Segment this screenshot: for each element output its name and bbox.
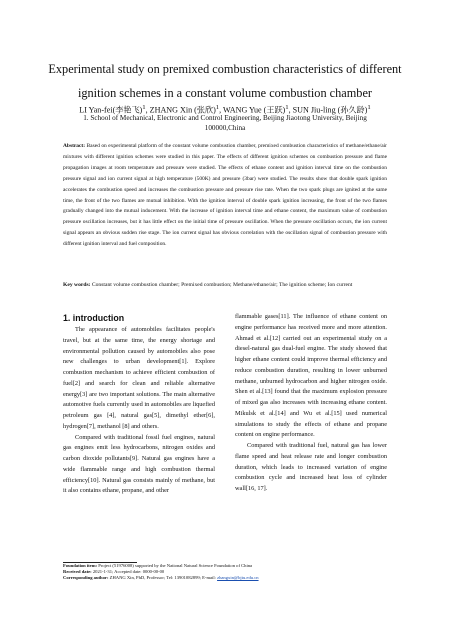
footnote-dates-label: Received date: [63, 569, 92, 574]
footnote-dates-text: 2021-1-31; Accepted date: 0000-00-00 [92, 569, 165, 574]
intro-paragraph-3: Compared with traditional fuel, natural gas has lower flame speed and heat release rate and longer combustion duration, which leads to increased variation of engine combustion cycle and increased heat loss of cylinder wall[16, 17]. [235, 442, 387, 492]
author-2: ZHANG Xin (张欣) [149, 105, 216, 115]
author-1-affil: 1 [142, 104, 146, 111]
intro-paragraph-2-continued: flammable gases[11]. The influence of ethane content on engine performance has received more and more attention. Ahmad et al.[12] carried out an experimental study on a diesel-natural gas dual-fuel engine. The study showed that higher ethane content could improve thermal efficiency and reduce combustion duration, resulting in lower unburned methane, unburned hydrocarbon and higher nitrogen oxide. Shen et al.[13] found that the maximum explosion pressure of mixed gas also increases with increasing ethane content. Mikulsk et al.[14] and Wu et al.[15] used numerical simulations to study the effects of ethane and propane content on engine performance. [235, 313, 387, 439]
keywords-text: Constant volume combustion chamber; Premixed combustion; Methane/ethane/air; The ignition scheme; Ion current [91, 282, 353, 288]
affiliation-line-1: 1. School of Mechanical, Electronic and Control Engineering, Beijing Jiaotong University, Beijing [83, 114, 367, 122]
author-3-affil: 1 [285, 104, 289, 111]
author-list: LI Yan-fei(李艳飞)$^1$, ZHANG Xin (张欣)$^1$, WANG Yue (王跃)$^1$, SUN Jiu-ling (孙久龄)$^1$ [79, 104, 371, 115]
body-column-left [63, 312, 215, 497]
intro-paragraph-1: The appearance of automobiles facilitates people's travel, but at the same time, the energy shortage and environmental pollution caused by automobiles also pose new challenges to urban development[1]. Explore combustion mechanism to achieve efficient combustion of fuel[2] and search for clean and reliable alternative energy[3] are two important solutions. The main alternative automotive fuels currently used in automobiles are liquefied petroleum gas [4], natural gas[5], dimethyl ether[6], hydrogen[7], methanol [8] and others. [63, 326, 215, 430]
author-1: LI Yan-fei(李艳飞) [79, 105, 143, 115]
abstract-text: Based on experimental platform of the constant volume combustion chamber, premixed combustion characteristics of methane/ethane/air mixtures with different ignition schemes were studied in this paper. The effects of different ignition schemes on combustion pressure and flame propagation images at room temperature and pressure were studied. The effects of ethane content and ignition interval time on the combustion pressure signal and ion current signal at high temperature (500K) and pressure (3bar) were studied. The results show that double spark ignition accelerates the combustion speed and increases the combustion pressure and pressure rise rate. When the two spark plugs are ignited at the same time, the front of the two flames are mutual inhibition. With the ignition interval of double spark ignition increasing, the front of the two flames gradually changed into the mutual inducement. With the increase of ignition interval time and ethane content, the maximum value of combustion pressure oscillation increases, but it has little effect on the initial time of pressure oscillation. When the pressure oscillation occurs, the ion current signal appears an obvious sudden rise stage. The ion current signal has obvious correlation with the oscillation signal of combustion pressure with different ignition interval and fuel composition. [63, 143, 387, 248]
keywords-label: Key words: [63, 282, 91, 288]
footnote-corresponding-label: Corresponding author: [63, 575, 109, 580]
author-email-link[interactable]: zhangxin@bjtu.edu.cn [217, 575, 259, 580]
author-4-affil: 1 [367, 104, 371, 111]
affiliation-line-2: 100000,China [204, 123, 246, 132]
paper-title-line-1: Experimental study on premixed combustion characteristics of different [48, 62, 402, 76]
footnote-corresponding-text: ZHANG Xin, PhD, Professor; Tel: 13901082899; E-mail: [109, 575, 216, 580]
affiliation [50, 114, 400, 133]
author-2-affil: 1 [215, 104, 220, 111]
keywords [63, 281, 387, 291]
abstract-label: Abstract: [63, 143, 86, 149]
footnote-foundation-label: Foundation item: [63, 563, 98, 568]
intro-paragraph-2: Compared with traditional fossil fuel engines, natural gas engines emit less hydrocarbons, nitrogen oxides and carbon dioxide pollutants[9]. Natural gas engines have a wide flammable range and high combustion thermal efficiency[10]. Natural gas consists mainly of methane, but it also contains ethane, propane, and other [63, 433, 215, 495]
footnote-corresponding [63, 575, 393, 581]
author-4: SUN Jiu-ling (孙久龄) [292, 105, 368, 115]
abstract [63, 141, 387, 250]
footnote-foundation-text: Project (51976008) supported by the National Natural Science Foundation of China [98, 563, 253, 568]
section-heading-introduction: 1. introduction [63, 313, 125, 323]
paper-title-line-2: ignition schemes in a constant volume combustion chamber [77, 86, 373, 100]
body-column-right [235, 312, 387, 495]
author-3: WANG Yue (王跃) [223, 105, 286, 115]
